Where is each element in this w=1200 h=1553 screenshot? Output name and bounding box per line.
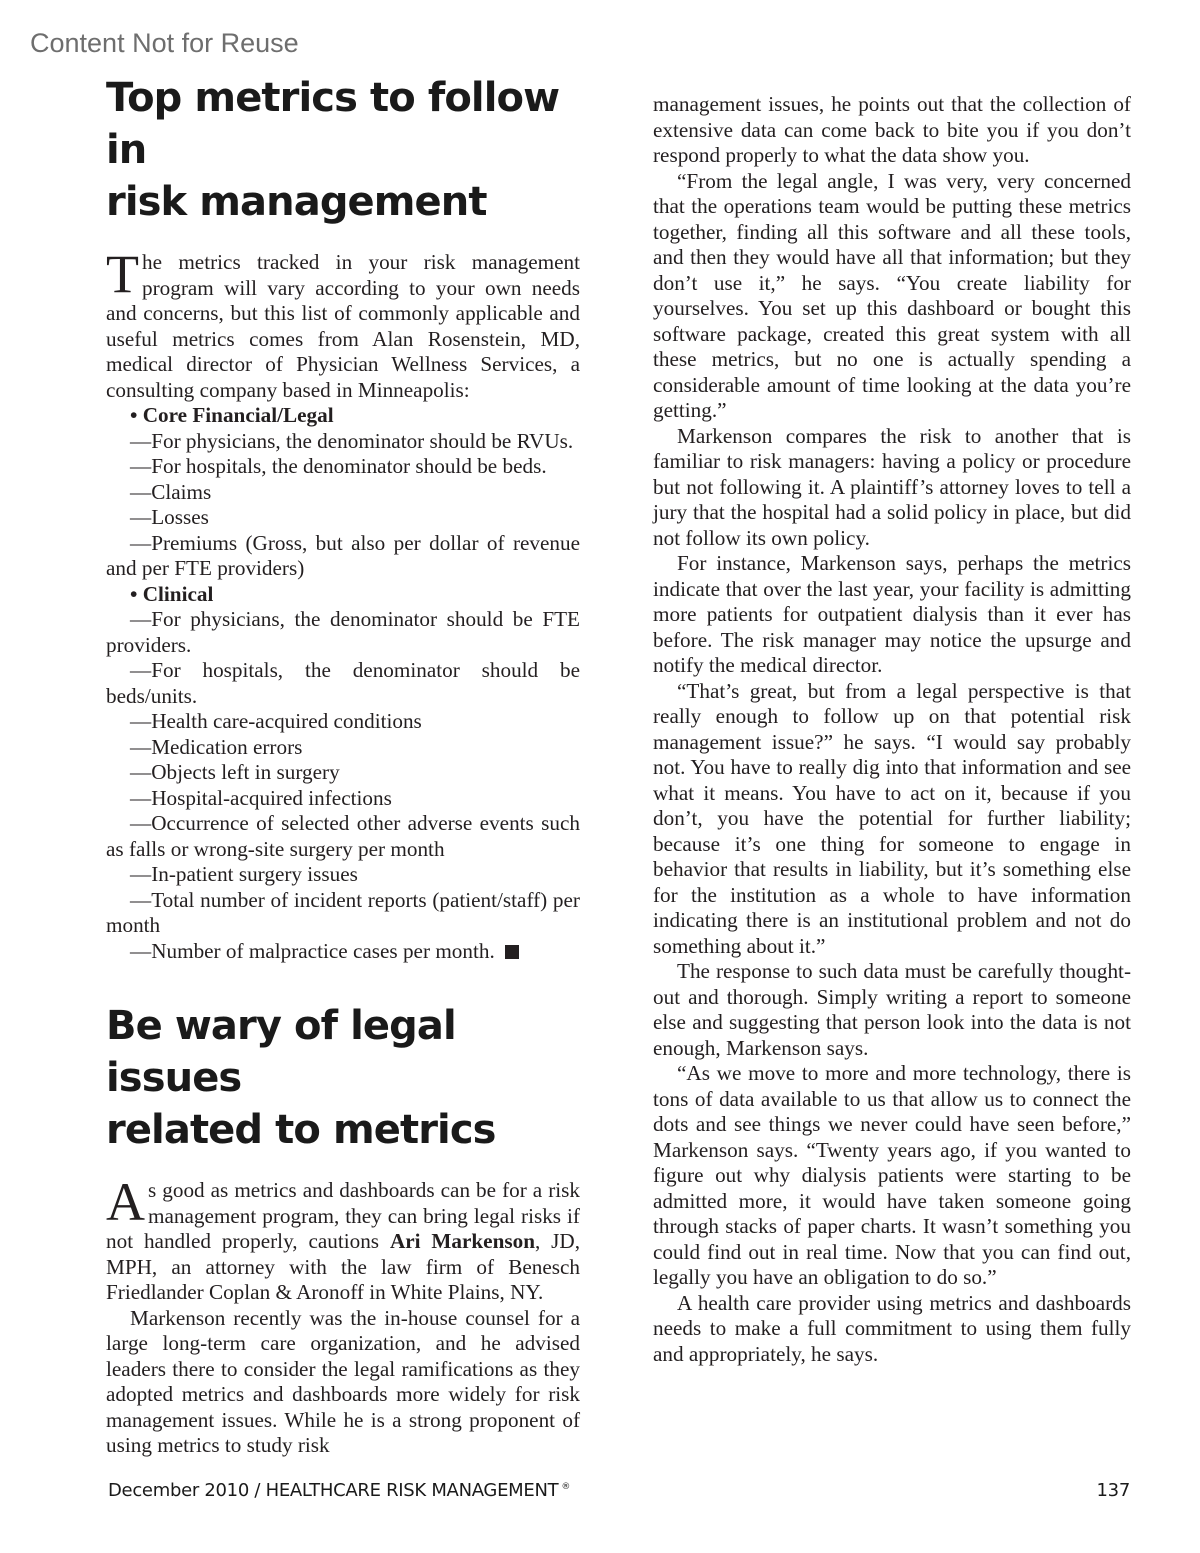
- article1-title-line2: risk management: [106, 179, 487, 225]
- article1-body: [106, 244, 580, 964]
- article2-title: [106, 1000, 580, 1156]
- list-item: —Occurrence of selected other adverse events such as falls or wrong-site surgery per month: [106, 811, 580, 861]
- article1-intro: [106, 244, 580, 403]
- section-heading-clinical: • Clinical: [130, 581, 214, 606]
- list-item: —Objects left in surgery: [130, 760, 340, 784]
- article2-paragraph: Markenson compares the risk to another that is familiar to risk managers: having a policy or procedure but not following it. A plaintiff’s attorney loves to tell a jury that the hospital had a solid policy in place, but did not follow its own policy.: [653, 423, 1131, 550]
- article2-title-line1: Be wary of legal issues: [106, 1003, 456, 1101]
- article2-paragraph: The response to such data must be carefully thought-out and thorough. Simply writing a report to someone else and suggesting that person look into the data is not enough, Markenson says.: [653, 959, 1131, 1060]
- article2-title-line2: related to metrics: [106, 1107, 496, 1153]
- right-column: [653, 92, 1131, 1367]
- article2-paragraph: “That’s great, but from a legal perspective is that really enough to follow up on that potential risk management issue?” he says. “I would say probably not. You have to really dig into that information and see what it means. You have to act on it, because if you don’t, you have the potential for further liability; because it’s one thing for someone to engage in behavior that results in liability, but it’s something else for the institution as a whole to have information indicating there is an institutional problem and not do something about it.”: [653, 678, 1131, 958]
- article2-paragraph: A health care provider using metrics and dashboards needs to make a full commitment to using them fully and appropriately, he says.: [653, 1290, 1131, 1366]
- left-column: [106, 72, 580, 1459]
- watermark: Content Not for Reuse: [30, 28, 299, 58]
- list-item: —Medication errors: [130, 734, 303, 759]
- list-item: —For physicians, the denominator should be RVUs.: [130, 428, 574, 453]
- byline-name: Ari Markenson: [389, 1229, 535, 1253]
- end-of-article-mark: [505, 945, 519, 959]
- article1-intro-text: he metrics tracked in your risk management program will vary according to your own needs and concerns, but this list of commonly applicable and useful metrics comes from Alan Rosenstein, MD, medical director of Physician Wellness Services, a consulting company based in Minneapolis:: [106, 250, 580, 402]
- footer-publication: December 2010 / HEALTHCARE RISK MANAGEMENT ®: [108, 1480, 571, 1501]
- article2-continued: management issues, he points out that the collection of extensive data can come back to bite you if you don’t respond properly to what the data show you.: [653, 92, 1131, 167]
- list-item: —For hospitals, the denominator should be beds.: [130, 454, 547, 478]
- registered-mark: ®: [561, 1482, 571, 1492]
- article1-title: [106, 72, 580, 228]
- section-heading-financial: • Core Financial/Legal: [130, 403, 334, 427]
- list-item: —Total number of incident reports (patient/staff) per month: [106, 887, 580, 937]
- dropcap-t: T: [106, 244, 139, 304]
- article2-paragraph: “As we move to more and more technology, there is tons of data available to us that allow us to connect the dots and see things we never could have seen before,” Markenson says. “Twenty years ago, if you wanted to figure out why dialysis patients were starting to be admitted more, it would have taken someone going through stacks of paper charts. It wasn’t something you could find out in real time. Now that you can find out, legally you have an obligation to do so.”: [653, 1061, 1131, 1289]
- article2-paragraph-2: Markenson recently was the in-house counsel for a large long-term care organization, and he advised leaders there to consider the legal ramifications as they adopted metrics and dashboards more widely for risk management issues. While he is a strong proponent of using metrics to study risk: [106, 1305, 580, 1457]
- article2-body-left: [106, 1172, 581, 1459]
- list-item: —In-patient surgery issues: [130, 862, 358, 886]
- list-item: —For hospitals, the denominator should be beds/units.: [106, 658, 580, 708]
- list-item: —Hospital-acquired infections: [130, 785, 392, 810]
- list-item: —For physicians, the denominator should be FTE providers.: [106, 607, 580, 657]
- list-item-last: —Number of malpractice cases per month.: [106, 939, 580, 965]
- article2-paragraph: For instance, Markenson says, perhaps the metrics indicate that over the last year, your facility is admitting more patients for outpatient dialysis than it ever has before. The risk manager may notice the upsurge and notify the medical director.: [653, 551, 1131, 677]
- page-number: 137: [1096, 1480, 1130, 1501]
- list-item: —Health care-acquired conditions: [130, 709, 422, 733]
- article1-title-line1: Top metrics to follow in: [106, 75, 560, 173]
- list-item: —Losses: [130, 505, 209, 529]
- list-item: —Premiums (Gross, but also per dollar of revenue and per FTE providers): [106, 530, 580, 580]
- article2-intro: As good as metrics and dashboards can be for a risk management program, they can bring legal risks if not handled properly, cautions Ari Markenson, JD, MPH, an attorney with the law firm of Benesch Friedlander Coplan & Aronoff in White Plains, NY.: [106, 1172, 581, 1304]
- article2-paragraph: “From the legal angle, I was very, very concerned that the operations team would be putting these metrics together, finding all this software and all these tools, and then they would have all that information; but they don’t use it,” he says. “You create liability for yourselves. You set up this dashboard or bought this software package, created this great system with all these metrics, but no one is actually spending a considerable amount of time looking at the data you’re getting.”: [653, 168, 1131, 422]
- dropcap-a: A: [106, 1172, 145, 1232]
- list-item: —Claims: [130, 479, 212, 504]
